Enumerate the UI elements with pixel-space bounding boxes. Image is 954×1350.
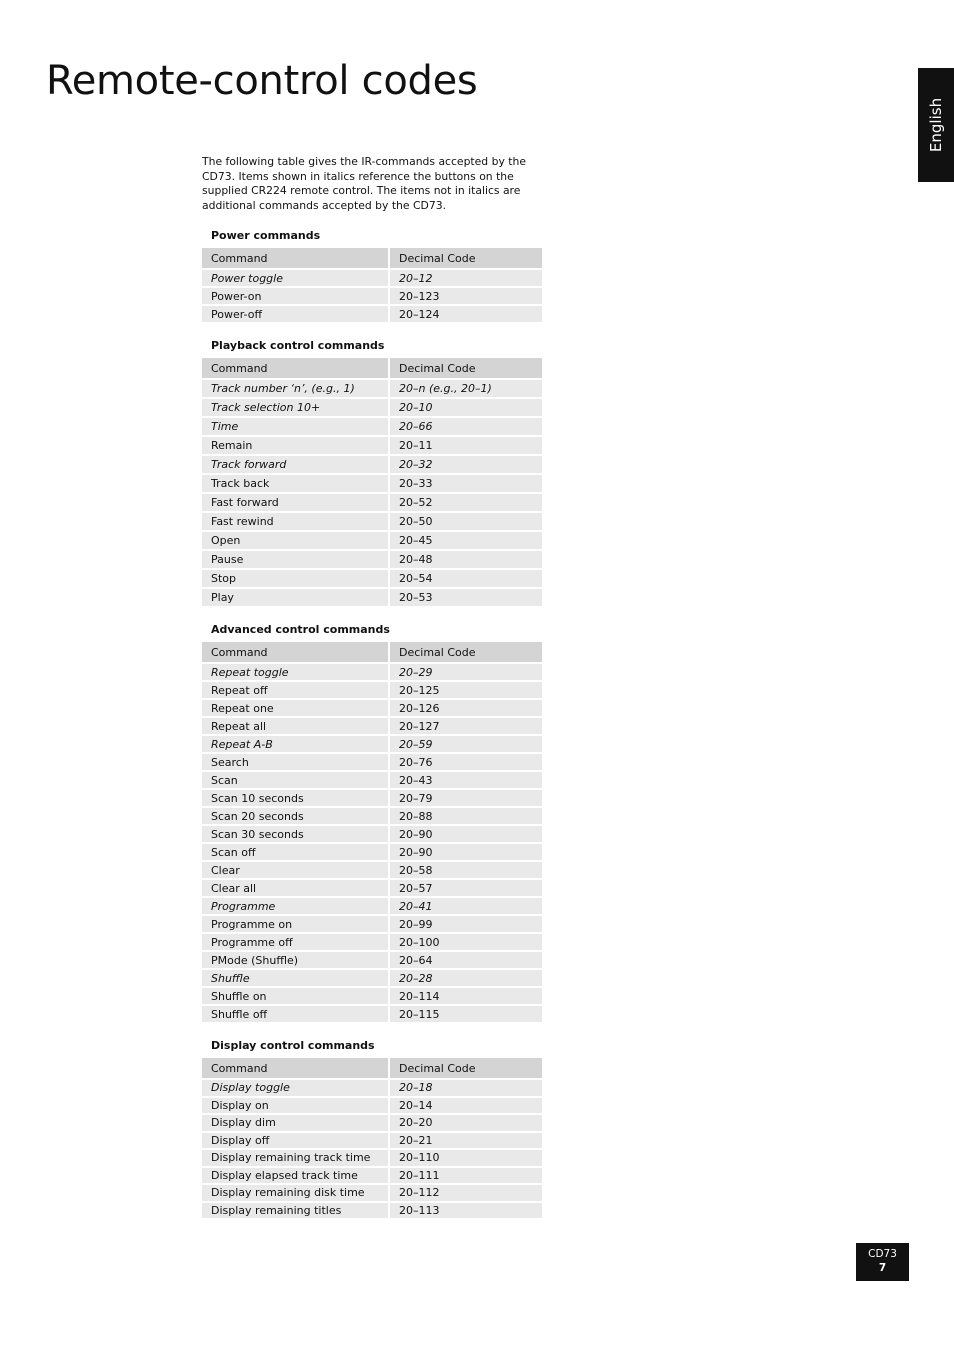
command-column-header: Command — [202, 248, 389, 269]
command-cell: PMode (Shuffle) — [202, 951, 389, 969]
footer-page-badge — [856, 1243, 909, 1281]
code-cell: 20–99 — [389, 915, 542, 933]
command-cell: Clear all — [202, 879, 389, 897]
table-row — [202, 915, 542, 933]
code-cell: 20–43 — [389, 771, 542, 789]
table-row — [202, 550, 542, 569]
code-cell: 20–124 — [389, 305, 542, 323]
code-cell: 20–50 — [389, 512, 542, 531]
code-cell: 20–90 — [389, 843, 542, 861]
table-row — [202, 897, 542, 915]
code-cell: 20–11 — [389, 436, 542, 455]
code-cell: 20–18 — [389, 1079, 542, 1097]
code-cell: 20–123 — [389, 287, 542, 305]
table-row — [202, 269, 542, 287]
display-section — [202, 1038, 542, 1220]
table-row — [202, 531, 542, 550]
code-cell: 20–21 — [389, 1132, 542, 1150]
command-cell: Shuffle on — [202, 987, 389, 1005]
advanced-section — [202, 622, 542, 1024]
command-cell: Scan — [202, 771, 389, 789]
table-row — [202, 1202, 542, 1220]
command-column-header: Command — [202, 642, 389, 663]
table-row — [202, 717, 542, 735]
main-content — [202, 155, 542, 1220]
code-cell: 20–28 — [389, 969, 542, 987]
table-row — [202, 287, 542, 305]
code-cell: 20–12 — [389, 269, 542, 287]
table-row — [202, 753, 542, 771]
code-cell: 20–112 — [389, 1184, 542, 1202]
code-column-header: Decimal Code — [389, 642, 542, 663]
code-cell: 20–79 — [389, 789, 542, 807]
display-commands-table — [202, 1058, 542, 1220]
command-cell: Power-on — [202, 287, 389, 305]
code-cell: 20–54 — [389, 569, 542, 588]
power-section — [202, 228, 542, 324]
language-tab — [918, 68, 954, 182]
code-column-header: Decimal Code — [389, 1058, 542, 1079]
table-row — [202, 1149, 542, 1167]
table-row — [202, 417, 542, 436]
table-row — [202, 663, 542, 681]
table-row — [202, 681, 542, 699]
advanced-commands-table — [202, 642, 542, 1024]
command-cell: Repeat all — [202, 717, 389, 735]
table-row — [202, 455, 542, 474]
table-body — [202, 379, 542, 607]
code-cell: 20–59 — [389, 735, 542, 753]
section-heading: Advanced control commands — [211, 623, 390, 636]
code-cell: 20–100 — [389, 933, 542, 951]
table-row — [202, 825, 542, 843]
code-cell: 20–14 — [389, 1097, 542, 1115]
code-cell: 20–n (e.g., 20–1) — [389, 379, 542, 398]
table-row — [202, 735, 542, 753]
page-number: 7 — [878, 1262, 887, 1274]
command-cell: Search — [202, 753, 389, 771]
command-cell: Open — [202, 531, 389, 550]
table-row — [202, 379, 542, 398]
command-column-header: Command — [202, 1058, 389, 1079]
command-cell: Track number ‘n’, (e.g., 1) — [202, 379, 389, 398]
table-row — [202, 305, 542, 323]
table-row — [202, 1167, 542, 1185]
command-cell: Track selection 10+ — [202, 398, 389, 417]
code-cell: 20–45 — [389, 531, 542, 550]
table-row — [202, 969, 542, 987]
code-cell: 20–53 — [389, 588, 542, 607]
command-cell: Track forward — [202, 455, 389, 474]
table-row — [202, 436, 542, 455]
command-cell: Scan 10 seconds — [202, 789, 389, 807]
table-row — [202, 493, 542, 512]
code-cell: 20–41 — [389, 897, 542, 915]
command-cell: Scan 20 seconds — [202, 807, 389, 825]
command-cell: Pause — [202, 550, 389, 569]
table-row — [202, 843, 542, 861]
command-cell: Stop — [202, 569, 389, 588]
table-header-row — [202, 1058, 542, 1079]
command-cell: Power-off — [202, 305, 389, 323]
table-row — [202, 879, 542, 897]
code-cell: 20–58 — [389, 861, 542, 879]
section-heading: Playback control commands — [211, 339, 385, 352]
code-cell: 20–29 — [389, 663, 542, 681]
code-column-header: Decimal Code — [389, 358, 542, 379]
command-cell: Display remaining track time — [202, 1149, 389, 1167]
code-cell: 20–10 — [389, 398, 542, 417]
table-row — [202, 588, 542, 607]
command-cell: Display toggle — [202, 1079, 389, 1097]
command-cell: Power toggle — [202, 269, 389, 287]
table-header-row — [202, 642, 542, 663]
code-cell: 20–66 — [389, 417, 542, 436]
command-cell: Scan 30 seconds — [202, 825, 389, 843]
intro-paragraph: The following table gives the IR-commands accepted by the CD73. Items shown in italics reference the buttons on the supplied CR224 remote control. The items not in italics are additional commands accepted by the CD73. — [202, 155, 526, 212]
code-cell: 20–33 — [389, 474, 542, 493]
table-body — [202, 663, 542, 1023]
command-cell: Track back — [202, 474, 389, 493]
command-cell: Display dim — [202, 1114, 389, 1132]
code-cell: 20–111 — [389, 1167, 542, 1185]
command-cell: Display off — [202, 1132, 389, 1150]
command-cell: Repeat A-B — [202, 735, 389, 753]
command-cell: Repeat off — [202, 681, 389, 699]
table-row — [202, 1184, 542, 1202]
command-cell: Programme — [202, 897, 389, 915]
code-cell: 20–57 — [389, 879, 542, 897]
table-row — [202, 933, 542, 951]
command-cell: Programme off — [202, 933, 389, 951]
command-cell: Fast forward — [202, 493, 389, 512]
command-cell: Fast rewind — [202, 512, 389, 531]
table-row — [202, 569, 542, 588]
command-cell: Remain — [202, 436, 389, 455]
command-cell: Shuffle off — [202, 1005, 389, 1023]
playback-section — [202, 338, 542, 608]
table-row — [202, 474, 542, 493]
code-cell: 20–115 — [389, 1005, 542, 1023]
code-cell: 20–113 — [389, 1202, 542, 1220]
code-cell: 20–64 — [389, 951, 542, 969]
code-cell: 20–48 — [389, 550, 542, 569]
power-commands-table — [202, 248, 542, 324]
command-cell: Clear — [202, 861, 389, 879]
table-body — [202, 1079, 542, 1219]
command-cell: Scan off — [202, 843, 389, 861]
page-title: Remote-control codes — [46, 58, 478, 104]
command-cell: Repeat one — [202, 699, 389, 717]
code-cell: 20–52 — [389, 493, 542, 512]
command-cell: Display remaining titles — [202, 1202, 389, 1220]
code-cell: 20–110 — [389, 1149, 542, 1167]
code-cell: 20–76 — [389, 753, 542, 771]
command-column-header: Command — [202, 358, 389, 379]
table-header-row — [202, 358, 542, 379]
code-cell: 20–32 — [389, 455, 542, 474]
table-row — [202, 1079, 542, 1097]
table-row — [202, 699, 542, 717]
section-heading: Display control commands — [211, 1039, 375, 1052]
command-cell: Display on — [202, 1097, 389, 1115]
table-header-row — [202, 248, 542, 269]
language-tab-label: English — [927, 97, 946, 153]
table-row — [202, 1005, 542, 1023]
command-cell: Play — [202, 588, 389, 607]
table-row — [202, 512, 542, 531]
table-row — [202, 1114, 542, 1132]
command-cell: Display elapsed track time — [202, 1167, 389, 1185]
code-cell: 20–127 — [389, 717, 542, 735]
playback-commands-table — [202, 358, 542, 608]
table-row — [202, 807, 542, 825]
code-column-header: Decimal Code — [389, 248, 542, 269]
table-row — [202, 398, 542, 417]
code-cell: 20–90 — [389, 825, 542, 843]
command-cell: Repeat toggle — [202, 663, 389, 681]
code-cell: 20–88 — [389, 807, 542, 825]
command-cell: Programme on — [202, 915, 389, 933]
table-body — [202, 269, 542, 323]
command-cell: Shuffle — [202, 969, 389, 987]
table-row — [202, 951, 542, 969]
footer-model: CD73 — [868, 1248, 897, 1260]
command-cell: Time — [202, 417, 389, 436]
code-cell: 20–20 — [389, 1114, 542, 1132]
code-cell: 20–125 — [389, 681, 542, 699]
table-row — [202, 1132, 542, 1150]
command-cell: Display remaining disk time — [202, 1184, 389, 1202]
table-row — [202, 771, 542, 789]
code-cell: 20–126 — [389, 699, 542, 717]
table-row — [202, 861, 542, 879]
code-cell: 20–114 — [389, 987, 542, 1005]
table-row — [202, 987, 542, 1005]
table-row — [202, 1097, 542, 1115]
table-row — [202, 789, 542, 807]
section-heading: Power commands — [211, 229, 321, 242]
